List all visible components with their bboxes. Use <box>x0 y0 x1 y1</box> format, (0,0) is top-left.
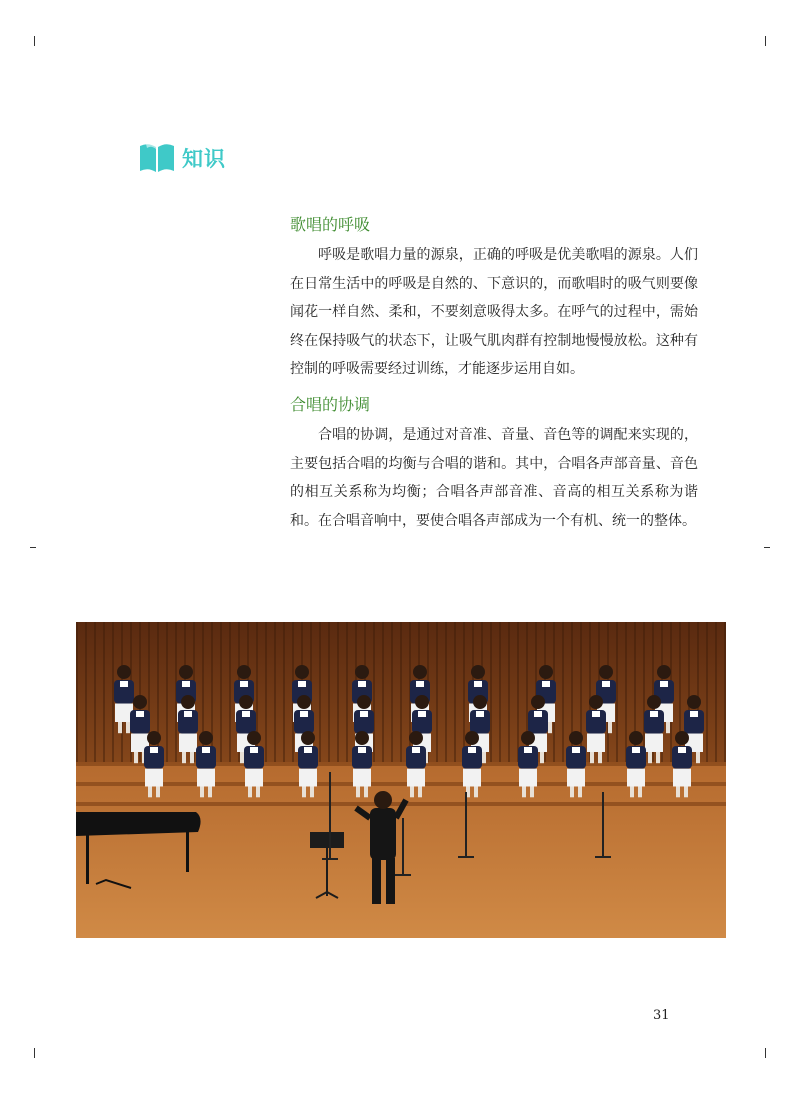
open-book-icon <box>138 140 176 176</box>
section-paragraph: 呼吸是歌唱力量的源泉，正确的呼吸是优美歌唱的源泉。人们在日常生活中的呼吸是自然的、下意识的，而歌唱时的吸气则要像闻花一样自然、柔和，不要刻意吸得太多。在呼气的过程中，需始终在保持吸气的状态下，让吸气肌肉群有控制地慢慢放松。这种有控制的呼吸需要经过训练，才能逐步运用自如。 <box>290 247 698 377</box>
crop-mark <box>34 36 35 46</box>
choir-photo <box>76 622 726 938</box>
section-choir-coordination <box>290 392 698 535</box>
crop-mark <box>765 1048 766 1058</box>
section-paragraph: 合唱的协调，是通过对音准、音量、音色等的调配来实现的，主要包括合唱的均衡与合唱的谐和。其中，合唱各声部音量、音色的相互关系称为均衡；合唱各声部音准、音高的相互关系称为谐和。在合唱音响中，要使合唱各声部成为一个有机、统一的整体。 <box>290 427 698 529</box>
badge-label: 知识 <box>182 147 226 171</box>
knowledge-badge <box>138 140 226 176</box>
section-heading: 合唱的协调 <box>290 395 371 414</box>
section-heading: 歌唱的呼吸 <box>290 215 371 234</box>
section-singing-breath <box>290 212 698 384</box>
crop-mark <box>34 1048 35 1058</box>
crop-mark <box>30 547 36 548</box>
crop-mark <box>764 547 770 548</box>
crop-mark <box>765 36 766 46</box>
page-number: 31 <box>653 1008 670 1023</box>
